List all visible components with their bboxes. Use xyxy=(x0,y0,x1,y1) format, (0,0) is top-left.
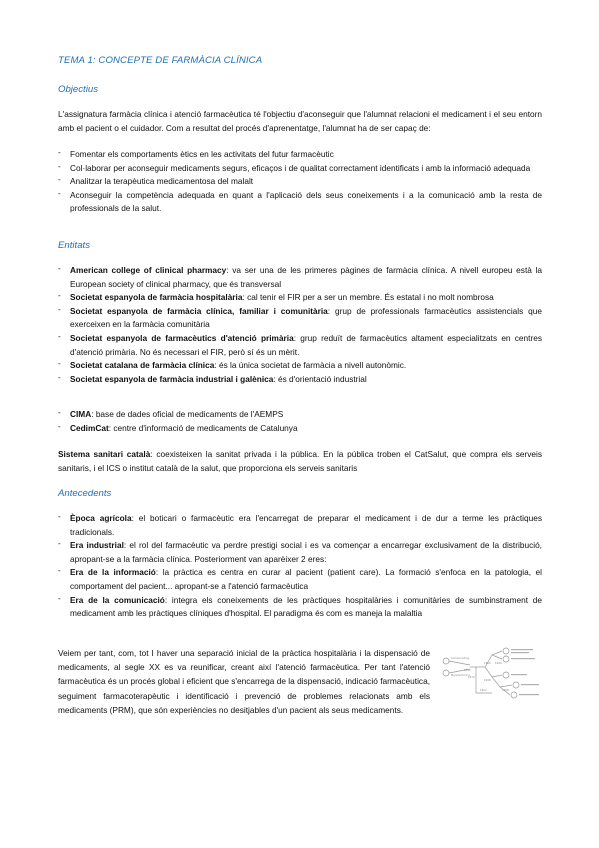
sistema-sanitari-paragraph xyxy=(58,447,542,475)
era-name: Època agrícola xyxy=(70,513,132,523)
diagram-node xyxy=(503,656,509,662)
list-item xyxy=(58,305,542,332)
resources-list xyxy=(58,408,542,435)
diagram-node xyxy=(503,648,509,654)
list-item xyxy=(58,408,542,422)
diagram-label: Compounding xyxy=(451,657,470,660)
entity-description: : és d'orientació industrial xyxy=(273,373,367,384)
page-title: TEMA 1: CONCEPTE DE FARMÀCIA CLÍNICA xyxy=(58,55,263,66)
diagram-label: 1966 xyxy=(484,662,491,665)
heading-antecedents: Antecedents xyxy=(58,488,112,499)
entity-name: Societat espanyola de farmàcia hospitalària xyxy=(70,292,243,303)
diagram-node xyxy=(503,672,509,678)
heading-entitats: Entitats xyxy=(58,240,90,251)
resource-name: CIMA xyxy=(70,409,92,419)
era-description: : la pràctica es centra en curar al pacient (patient care). La formació s'enfoca en la patologia, el comportament del pacient... apropant-se a l'atenció farmacèutica xyxy=(70,567,542,591)
list-item xyxy=(58,373,542,387)
list-item: - Aconseguir la competència adequada en quant a l'aplicació dels seus coneixements i a la comunicació amb la resta de professionals de la salut. xyxy=(58,189,542,216)
entity-description: : grup de professionals farmacèutics assistencials que exerceixen en la farmàcia comunitària xyxy=(70,305,542,330)
entity-name: Societat espanyola de farmàcia industrial i galènica xyxy=(70,373,274,384)
objectius-intro: L'assignatura farmàcia clínica i atenció farmacèutica té l'objectiu d'aconseguir que l'alumnat relacioni el medicament i el seu entorn amb el pacient o el cuidador. Com a resultat del procés d'aprenentatge, l'alumnat ha de ser capaç de: xyxy=(58,109,542,133)
diagram-label: 1952 xyxy=(480,689,487,692)
diagram-node xyxy=(513,682,519,688)
list-item xyxy=(58,566,542,593)
list-item xyxy=(58,359,542,373)
conclusion-paragraph: Veiem per tant, com, tot I haver una separació inicial de la pràctica hospitalària i la dispensació de medicaments, al segle XX es va reunificar, creant així l'atenció farmacèutica. Per tant l'atenció farmacèutica és un procés global i eficient que s'encarrega de la dispensació, indicació farmacèutica, seguiment farmacoterapèutic i identificació i prevenció de problemes relacionats amb els medicaments (PRM), que són experiències no desitjables d'un pacient als seus medicaments. xyxy=(58,648,430,715)
era-description: : integra els coneixements de les pràctiques hospitalàries i comunitàries de sumbinstrament de medicament amb les pràctiques clíniques d'hospital. El paradigma és com es maneja la malaltia xyxy=(70,594,542,619)
diagram-node xyxy=(511,692,517,698)
entity-name: Societat espanyola de farmacèutics d'atenció primària xyxy=(70,332,294,343)
diagram-node xyxy=(443,658,449,664)
entity-description: : és la única societat de farmàcia a nivell autonòmic. xyxy=(214,360,407,371)
heading-objectius: Objectius xyxy=(58,84,98,95)
era-description: : el rol del farmacèutic va perdre prestigi social i es va començar a encarregar exclusivament de la distribució, apropant-se a la farmàcia clínica. Posteriorment van aparèixer 2 eres: xyxy=(70,540,542,564)
list-item: - Col·laborar per aconseguir medicaments segurs, eficaços i de qualitat correctament identificats i amb la informació adequada xyxy=(58,162,542,176)
sistema-title: Sistema sanitari català xyxy=(58,449,151,459)
history-timeline-diagram xyxy=(440,645,542,705)
diagram-label: 1998 xyxy=(502,689,509,692)
entity-description: : cal tenir el FIR per a ser un membre. És estatal i no molt nombrosa xyxy=(242,292,494,303)
antecedents-list xyxy=(58,512,542,621)
sistema-text: : coexisteixen la sanitat privada i la pública. En la pública troben el CatSalut, que compra els serveis sanitaris, i el ICS o institut català de la salut, que proporciona els serveis sanitaris xyxy=(58,449,542,473)
entity-description: : va ser una de les primeres pàgines de farmàcia clínica. A nivell europeu està la European society of clinical pharmacy, que és transversal xyxy=(70,265,542,289)
entitats-list xyxy=(58,264,542,386)
resource-description: : base de dades oficial de medicaments de l'AEMPS xyxy=(91,409,284,419)
era-description: : el boticari o farmacèutic era l'encarregat de preparar el medicament i de dur a terme les pràctiques tradicionals. xyxy=(70,513,542,537)
era-name: Era de la informació xyxy=(70,567,156,578)
diagram-label: 1852 xyxy=(464,669,471,672)
diagram-label: Manufacturing xyxy=(451,674,470,677)
list-item xyxy=(58,539,542,566)
resource-name: CedimCat xyxy=(70,422,109,433)
list-item: - Fomentar els comportaments ètics en les activitats del futur farmacèutic xyxy=(58,148,542,162)
entity-description: : grup reduït de farmacèutics altament especialitzats en centres d'atenció primària. No és necessari el FIR, però sí és un mèrit. xyxy=(70,332,542,357)
diagram-label: 1970 xyxy=(468,676,475,679)
list-item xyxy=(58,291,542,305)
diagram-label: 1990 xyxy=(495,662,502,665)
diagram-label: 1998 xyxy=(484,679,491,682)
list-item xyxy=(58,422,542,436)
list-item xyxy=(58,594,542,621)
list-item xyxy=(58,264,542,291)
resource-description: : centre d'informació de medicaments de Catalunya xyxy=(108,422,298,433)
era-name: Era industrial xyxy=(70,540,124,551)
entity-name: American college of clinical pharmacy xyxy=(70,265,227,275)
diagram-node xyxy=(443,670,449,676)
list-item: - Analitzar la terapèutica medicamentosa del malalt xyxy=(58,175,542,189)
list-item xyxy=(58,512,542,539)
list-item xyxy=(58,332,542,359)
entity-name: Societat espanyola de farmàcia clínica, familiar i comunitària xyxy=(70,305,328,316)
objectius-list xyxy=(58,148,542,216)
era-name: Era de la comunicació xyxy=(70,594,165,605)
entity-name: Societat catalana de farmàcia clínica xyxy=(70,360,215,371)
